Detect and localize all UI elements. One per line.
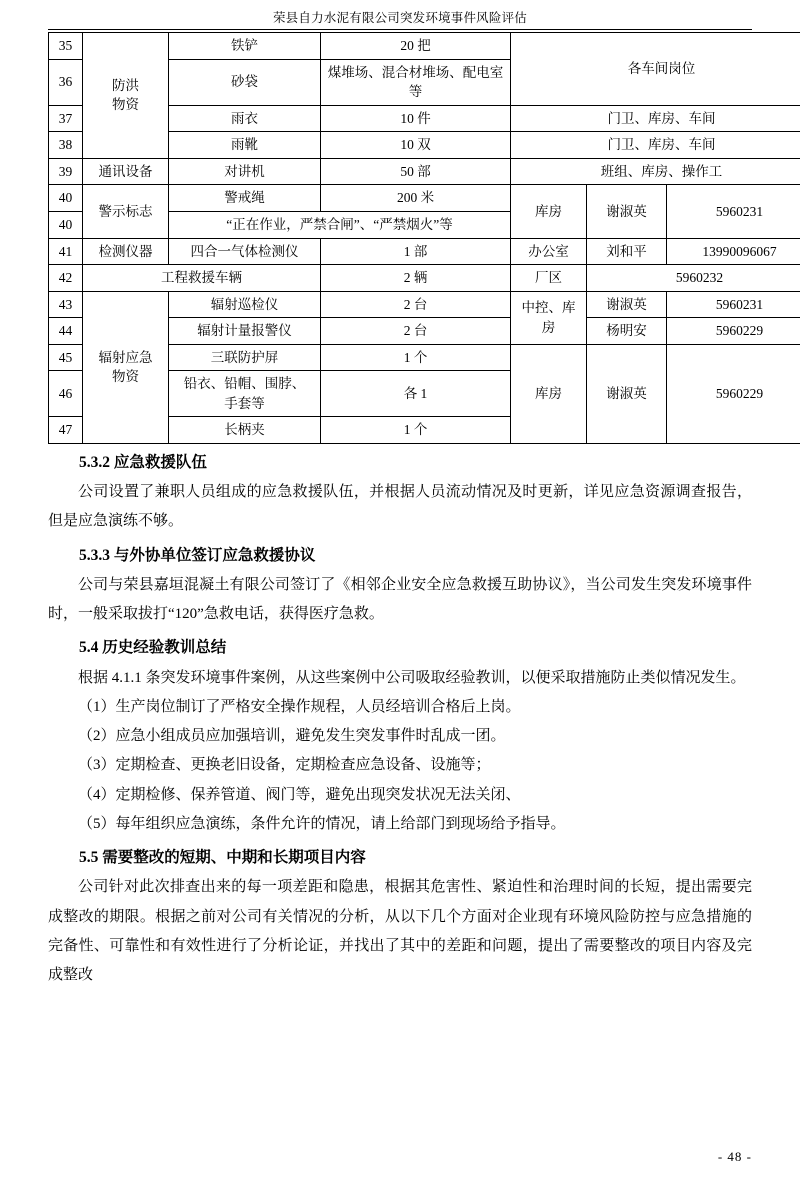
quantity-cell: 2 台 bbox=[321, 291, 511, 318]
table-row bbox=[49, 33, 800, 60]
section-5-3-3 bbox=[48, 541, 752, 630]
quantity-cell: 1 部 bbox=[321, 238, 511, 265]
emergency-materials-table bbox=[48, 32, 800, 444]
section-5-3-2 bbox=[48, 448, 752, 537]
location-cell: 各车间岗位 bbox=[511, 33, 800, 106]
item-line-1: 铅衣、铅帽、围脖、 bbox=[183, 376, 306, 392]
item-line-2: 手套等 bbox=[224, 395, 265, 411]
quantity-cell: 1 个 bbox=[321, 344, 511, 371]
quantity-cell: 各 1 bbox=[321, 371, 511, 417]
quantity-cell: 2 台 bbox=[321, 318, 511, 345]
item-cell: 辐射巡检仪 bbox=[169, 291, 321, 318]
storage-location-cell: 办公室 bbox=[511, 238, 587, 265]
person-cell: 刘和平 bbox=[587, 238, 667, 265]
list-item: （3）定期检查、更换老旧设备，定期检查应急设备、设施等； bbox=[78, 757, 491, 774]
row-number: 47 bbox=[49, 417, 83, 444]
phone-cell: 5960231 bbox=[667, 185, 800, 238]
section-5-4 bbox=[48, 633, 752, 839]
row-number: 42 bbox=[49, 265, 83, 292]
quantity-cell: 10 件 bbox=[321, 105, 511, 132]
storage-location-cell bbox=[511, 291, 587, 344]
row-number: 35 bbox=[49, 33, 83, 60]
storage-location-cell: 库房 bbox=[511, 185, 587, 238]
item-cell: 对讲机 bbox=[169, 158, 321, 185]
person-cell: 谢淑英 bbox=[587, 344, 667, 443]
row-number: 40 bbox=[49, 185, 83, 212]
item-cell: “正在作业，严禁合闸”、“严禁烟火”等 bbox=[169, 211, 511, 238]
item-cell: 铁铲 bbox=[169, 33, 321, 60]
category-line-2: 物资 bbox=[112, 369, 139, 385]
category-cell bbox=[83, 291, 169, 443]
table-row bbox=[49, 185, 800, 212]
person-cell: 杨明安 bbox=[587, 318, 667, 345]
row-number: 43 bbox=[49, 291, 83, 318]
category-cell: 通讯设备 bbox=[83, 158, 169, 185]
location-line-1: 中控、库 bbox=[521, 300, 576, 316]
item-cell: 三联防护屏 bbox=[169, 344, 321, 371]
section-heading: 5.5 需要整改的短期、中期和长期项目内容 bbox=[79, 849, 366, 867]
quantity-cell: 2 辆 bbox=[321, 265, 511, 292]
quantity-cell: 50 部 bbox=[321, 158, 511, 185]
table-row bbox=[49, 238, 800, 265]
row-number: 45 bbox=[49, 344, 83, 371]
list-item: （2）应急小组成员应加强培训，避免发生突发事件时乱成一团。 bbox=[78, 728, 506, 745]
quantity-cell: 20 把 bbox=[321, 33, 511, 60]
section-5-5 bbox=[48, 843, 752, 990]
category-line-1: 防洪 bbox=[112, 77, 139, 93]
page-number: - 48 - bbox=[717, 1149, 752, 1164]
location-cell: 门卫、库房、车间 bbox=[511, 105, 800, 132]
paragraph: 公司设置了兼职人员组成的应急救援队伍，并根据人员流动情况及时更新，详见应急资源调查报告，但是应急演练不够。 bbox=[48, 484, 752, 530]
row-number: 41 bbox=[49, 238, 83, 265]
quantity-cell: 煤堆场、混合材堆场、配电室等 bbox=[321, 59, 511, 105]
item-cell: 砂袋 bbox=[169, 59, 321, 105]
category-cell bbox=[83, 33, 169, 159]
table-row bbox=[49, 291, 800, 318]
storage-location-cell: 厂区 bbox=[511, 265, 587, 292]
quantity-cell: 1 个 bbox=[321, 417, 511, 444]
list-item: （5）每年组织应急演练，条件允许的情况，请上给部门到现场给予指导。 bbox=[78, 815, 566, 832]
row-number: 36 bbox=[49, 59, 83, 105]
storage-location-cell: 库房 bbox=[511, 344, 587, 443]
location-cell: 门卫、库房、车间 bbox=[511, 132, 800, 159]
row-number: 44 bbox=[49, 318, 83, 345]
category-cell: 检测仪器 bbox=[83, 238, 169, 265]
paragraph: 根据 4.1.1 条突发环境事件案例，从这些案例中公司吸取经验教训，以便采取措施防止类似情况发生。 bbox=[78, 669, 746, 686]
category-line-1: 辐射应急 bbox=[98, 349, 153, 365]
section-heading: 5.3.3 与外协单位签订应急救援协议 bbox=[79, 546, 316, 564]
row-number: 37 bbox=[49, 105, 83, 132]
person-cell: 谢淑英 bbox=[587, 185, 667, 238]
row-number: 39 bbox=[49, 158, 83, 185]
page-header: 荣县自力水泥有限公司突发环境事件风险评估 bbox=[272, 11, 527, 25]
item-cell: 四合一气体检测仪 bbox=[169, 238, 321, 265]
table-row bbox=[49, 158, 800, 185]
phone-cell: 5960229 bbox=[667, 344, 800, 443]
paragraph: 公司与荣县嘉垣混凝土有限公司签订了《相邻企业安全应急救援互助协议》，当公司发生突发环境事件时，一般采取拔打“120”急救电话，获得医疗急救。 bbox=[48, 576, 752, 623]
list-item: （4）定期检修、保养管道、阀门等，避免出现突发状况无法关闭、 bbox=[78, 786, 521, 803]
item-cell: 警戒绳 bbox=[169, 185, 321, 212]
item-cell: 雨衣 bbox=[169, 105, 321, 132]
item-cell: 辐射计量报警仪 bbox=[169, 318, 321, 345]
phone-cell: 5960229 bbox=[667, 318, 800, 345]
item-cell: 长柄夹 bbox=[169, 417, 321, 444]
person-cell: 谢淑英 bbox=[587, 291, 667, 318]
item-cell: 雨靴 bbox=[169, 132, 321, 159]
paragraph: 公司针对此次排查出来的每一项差距和隐患，根据其危害性、紧迫性和治理时间的长短，提出需要完成整改的期限。根据之前对公司有关情况的分析，从以下几个方面对企业现有环境风险防控与应急措施的完备性、可靠性和有效性进行了分析论证，并找出了其中的差距和问题，提出了需要整改的项目内容及完成整改 bbox=[48, 879, 752, 984]
item-cell: 工程救援车辆 bbox=[83, 265, 321, 292]
section-heading: 5.3.2 应急救援队伍 bbox=[79, 454, 207, 471]
quantity-cell: 200 米 bbox=[321, 185, 511, 212]
table-row bbox=[49, 265, 800, 292]
phone-cell: 5960232 bbox=[587, 265, 800, 292]
location-cell: 班组、库房、操作工 bbox=[511, 158, 800, 185]
phone-cell: 5960231 bbox=[667, 291, 800, 318]
list-item: （1）生产岗位制订了严格安全操作规程，人员经培训合格后上岗。 bbox=[78, 698, 521, 715]
category-line-2: 物资 bbox=[112, 97, 139, 113]
emergency-materials-table-wrap bbox=[48, 30, 777, 444]
section-heading: 5.4 历史经验教训总结 bbox=[79, 639, 227, 657]
row-number: 46 bbox=[49, 371, 83, 417]
quantity-cell: 10 双 bbox=[321, 132, 511, 159]
location-line-2: 房 bbox=[541, 319, 556, 335]
row-number: 38 bbox=[49, 132, 83, 159]
item-cell bbox=[169, 371, 321, 417]
category-cell: 警示标志 bbox=[83, 185, 169, 238]
row-number: 40 bbox=[49, 211, 83, 238]
phone-cell: 13990096067 bbox=[667, 238, 800, 265]
